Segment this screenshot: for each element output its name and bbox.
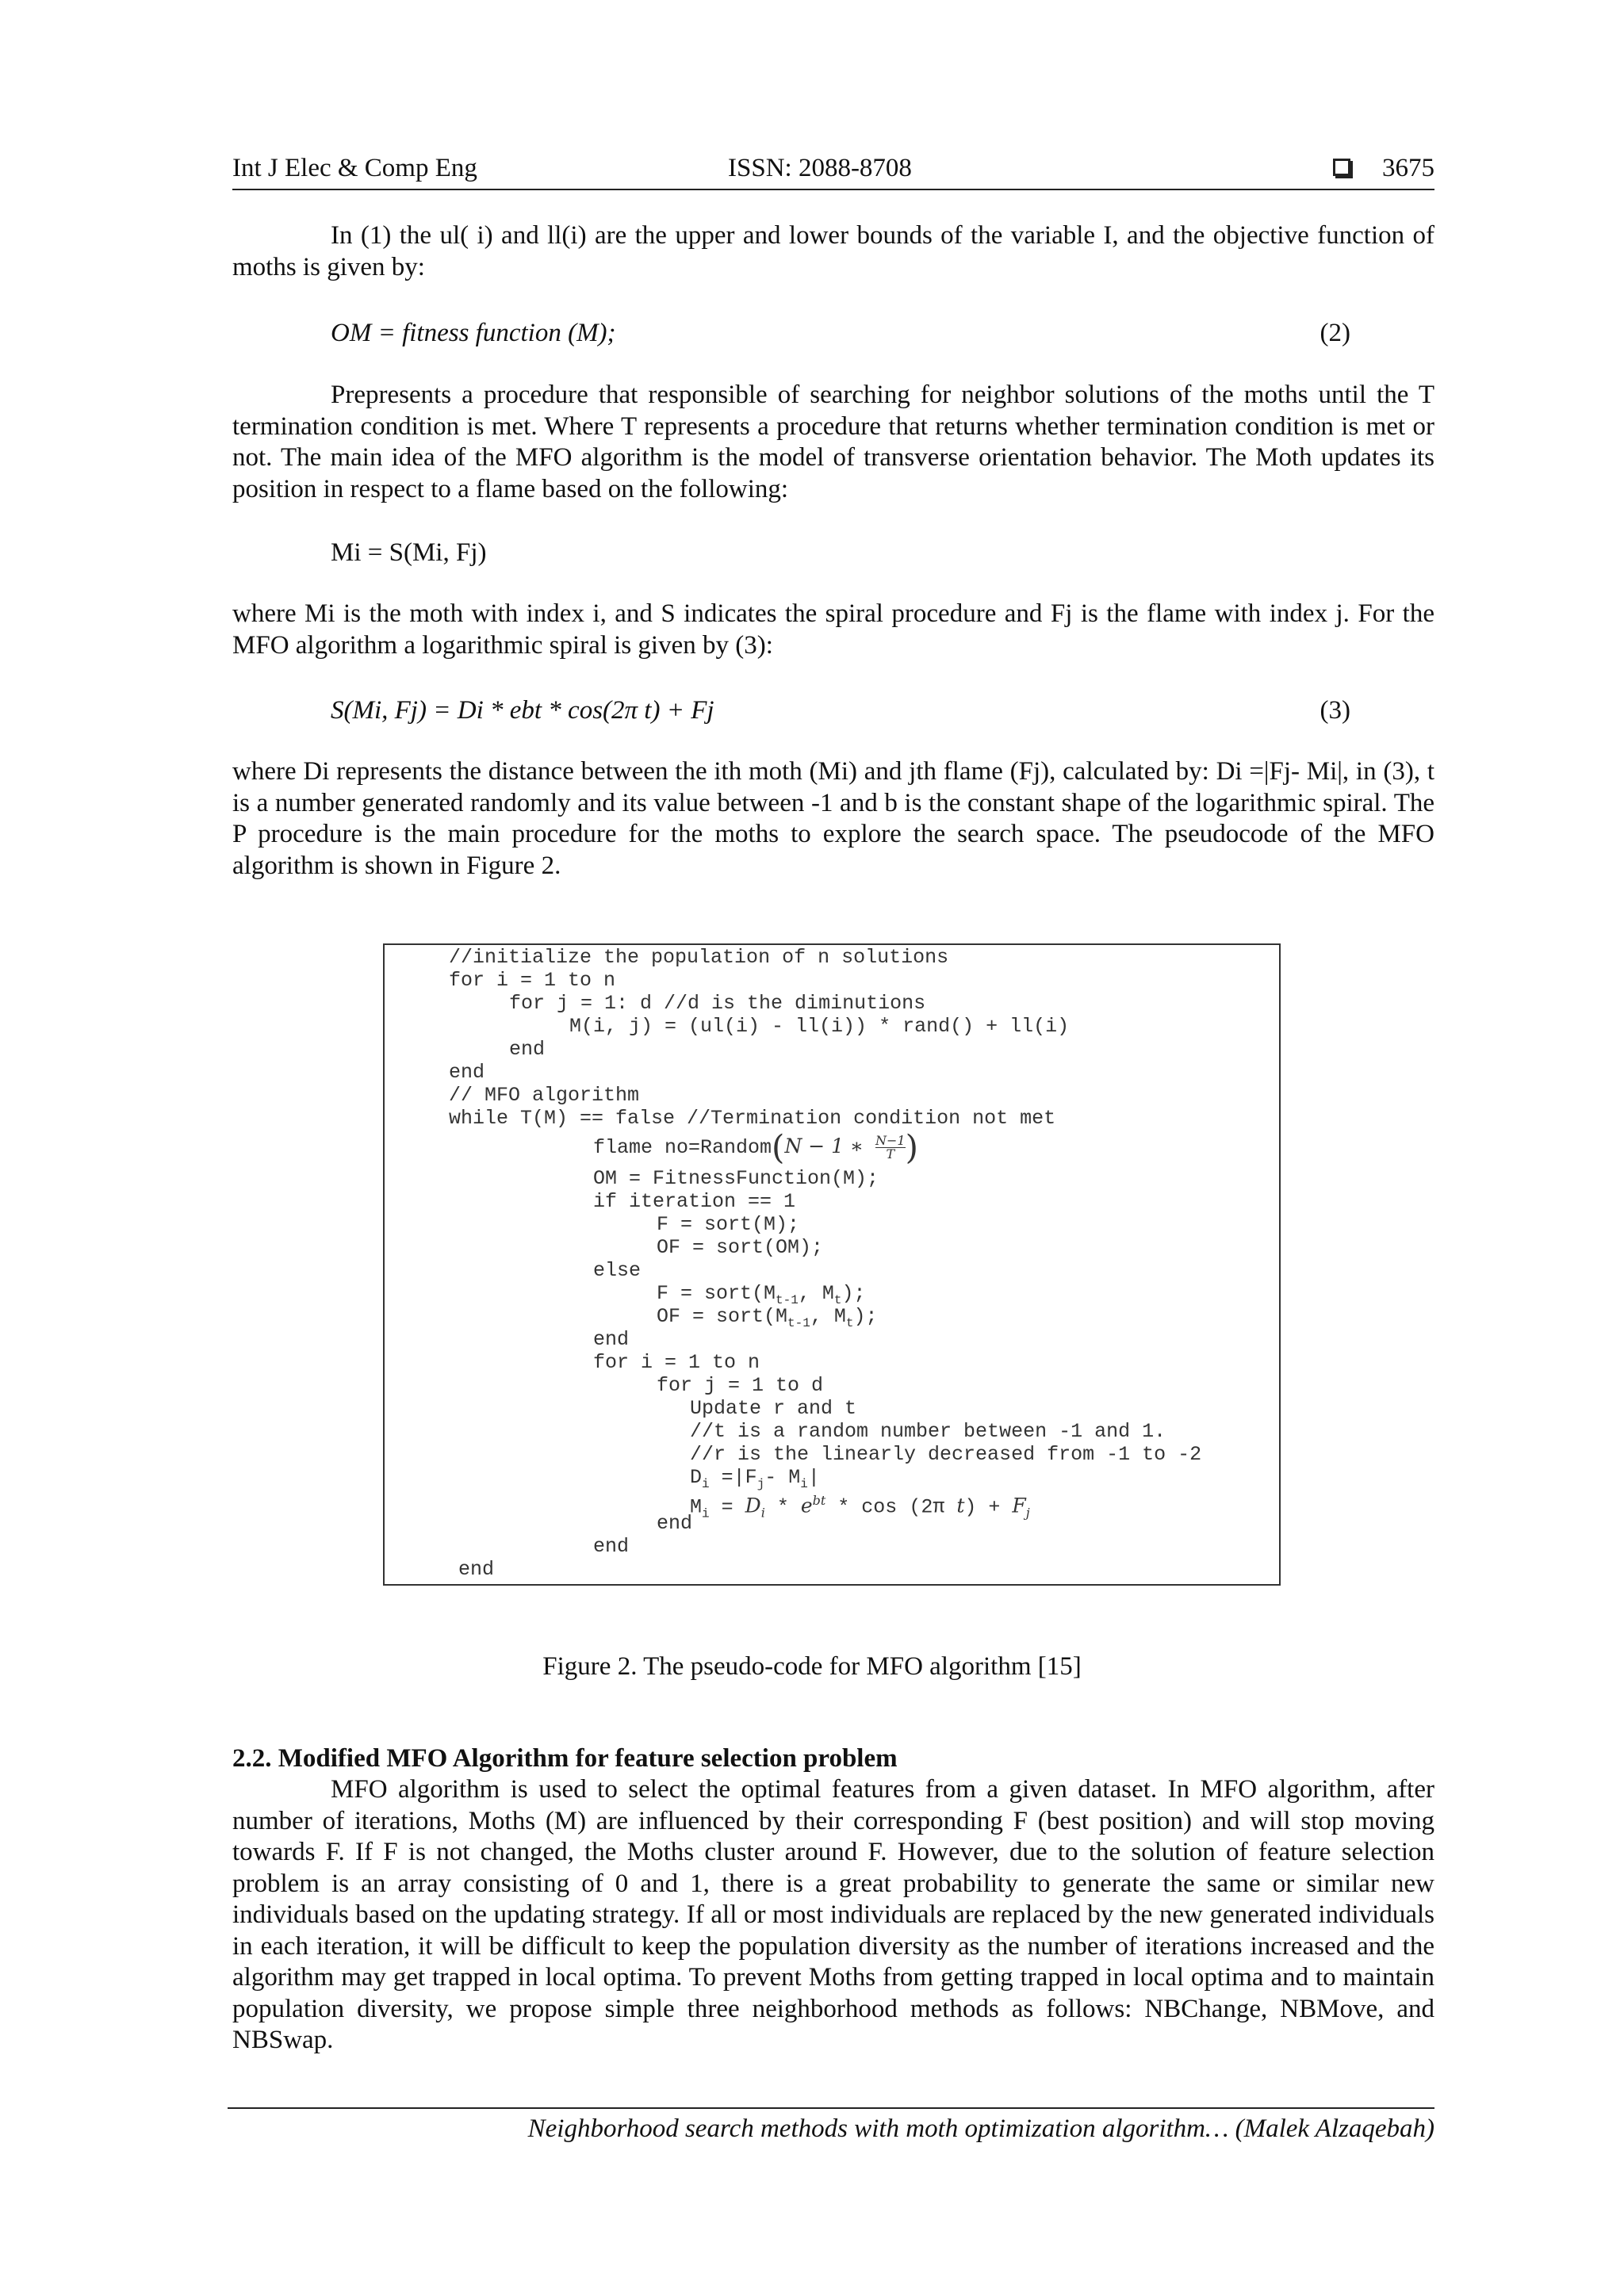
- code-line: OF = sort(OM);: [657, 1236, 824, 1259]
- paragraph-bounds: In (1) the ul( i) and ll(i) are the upper and lower bounds of the variable I, and the objective function of moths is given by:: [232, 221, 1434, 281]
- code-line: $M_i = D_i * e^{bt} * \cos (2\pi$ $t) + F_j$: [690, 1493, 1030, 1521]
- code-line: //r is the linearly decreased from -1 to -2: [690, 1443, 1202, 1466]
- code-line: end: [657, 1512, 693, 1535]
- equation-number: (2): [1320, 319, 1350, 347]
- running-footer: Neighborhood search methods with moth optimization algorithm… (Malek Alzaqebah): [527, 2114, 1434, 2143]
- code-line: for i = 1 to n: [449, 969, 616, 992]
- code-line: if iteration == 1: [593, 1190, 796, 1213]
- code-line: end: [449, 1061, 485, 1084]
- code-line: OF = $sort(M_{t-1}$, $M_t$);: [657, 1305, 878, 1330]
- code-line: $D_i =|F_j-$ $M_i|$: [690, 1466, 820, 1491]
- figure-caption: Figure 2. The pseudo-code for MFO algorithm [15]: [542, 1652, 1082, 1681]
- code-line: end: [593, 1535, 630, 1558]
- paragraph-modified-mfo: MFO algorithm is used to select the optimal features from a given dataset. In MFO algorithm, after number of iterations, Moths (M) are influenced by their corresponding F (best position) and will stop moving towards F. If F is not changed, the Moths cluster around F. However, due to the solution of feature selection problem is an array consisting of 0 and 1, there is a great probability to generate the same or similar new individuals based on the updating strategy. If all or most individuals are replaced by the new generated individuals in each iteration, it will be difficult to keep the population diversity as the number of iterations increased and the algorithm may get trapped in local optima. To prevent Moths from getting trapped in local optima and to maintain population diversity, we propose simple three neighborhood methods as follows: NBChange, NBMove, and NBSwap.: [232, 1775, 1434, 2054]
- footer-rule: [228, 2107, 1434, 2109]
- code-line: for j = 1: d //d is the diminutions: [509, 992, 926, 1015]
- page-number: 3675: [1382, 154, 1434, 182]
- code-line: // MFO algorithm: [449, 1084, 640, 1107]
- code-line-flame: flame no=Random(N − 1 ∗ $\frac{N-1}{T}$ ): [593, 1127, 918, 1167]
- code-line: end: [458, 1558, 495, 1581]
- code-line: for j = 1 to d: [657, 1374, 824, 1397]
- code-line: $F = sort(M_{t-1}$, $M_t$);: [657, 1282, 866, 1307]
- journal-name: Int J Elec & Comp Eng: [232, 154, 477, 182]
- paragraph-distance: where Di represents the distance between the ith moth (Mi) and jth flame (Fj), calculated by: Di =|Fj- Mi|, in (3), t is a number generated randomly and its value between -1 and b is the constant shape of the logarithmic spiral. The P procedure is the main procedure for the moths to explore the search space. The pseudocode of the MFO algorithm is shown in Figure 2.: [232, 757, 1434, 880]
- header-rule: [232, 189, 1434, 190]
- code-line: for i = 1 to n: [593, 1351, 760, 1374]
- paragraph-procedure: Prepresents a procedure that responsible of searching for neighbor solutions of the moths until the T termination condition is met. Where T represents a procedure that returns whether termination condition is met or not. The main idea of the MFO algorithm is the model of transverse orientation behavior. The Moth updates its position in respect to a flame based on the following:: [232, 381, 1434, 503]
- equation-2: OM = fitness function (M); (2): [331, 319, 1350, 347]
- square-bullet-icon: [1333, 159, 1350, 176]
- issn: ISSN: 2088-8708: [728, 154, 912, 182]
- page-number-group: [1333, 152, 1434, 184]
- code-line: while T(M) == false //Termination condition not met: [449, 1107, 1056, 1130]
- equation-update: Mi = S(Mi, Fj): [331, 538, 487, 567]
- equation-number: (3): [1320, 696, 1350, 725]
- equation-3: S(Mi, Fj) = Di * ebt * cos(2π t) + Fj (3): [331, 696, 1350, 725]
- paragraph-spiral: where Mi is the moth with index i, and S indicates the spiral procedure and Fj is the flame with index j. For the MFO algorithm a logarithmic spiral is given by (3):: [232, 599, 1434, 660]
- code-line: OM = FitnessFunction(M);: [593, 1167, 879, 1190]
- code-line: end: [509, 1038, 546, 1061]
- code-line: end: [593, 1328, 630, 1351]
- code-line: //t is a random number between -1 and 1.: [690, 1420, 1166, 1443]
- code-line: //initialize the population of n solutions: [449, 946, 949, 969]
- code-line: Update r and t: [690, 1397, 857, 1420]
- code-line: M(i, j) = (ul(i) - ll(i)) * rand() + ll(i): [569, 1015, 1070, 1038]
- code-line: else: [593, 1259, 642, 1282]
- section-title: 2.2. Modified MFO Algorithm for feature selection problem: [232, 1744, 898, 1773]
- code-line: F = sort(M);: [657, 1213, 800, 1236]
